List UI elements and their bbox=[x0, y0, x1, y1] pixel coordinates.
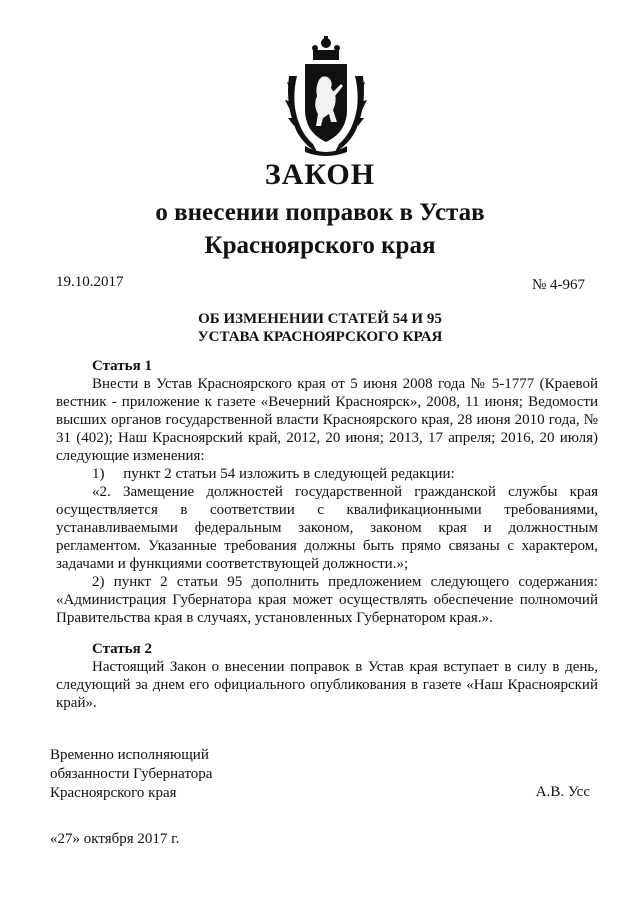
law-number: № 4-967 bbox=[531, 277, 585, 293]
signatory-title bbox=[50, 746, 212, 803]
article-2-text: Настоящий Закон о внесении поправок в Устав края вступает в силу в день, следующий за днем его официального опубликования в газете «Наш Красноярский край». bbox=[56, 659, 598, 711]
law-subject bbox=[0, 310, 640, 346]
article-2 bbox=[56, 640, 598, 712]
signatory-line-1: Временно исполняющий bbox=[50, 747, 209, 763]
article-2-title: Статья 2 bbox=[92, 641, 152, 657]
subtitle-line-1: о внесении поправок в Устав bbox=[155, 199, 485, 226]
article-1-intro: Внести в Устав Красноярского края от 5 июня 2008 года № 5-1777 (Краевой вестник - приложение к газете «Вечерний Красноярск», 2008, 11 июня; Ведомости высших органов государственной власти Красноярского края, 28 июня 2010 года, № 31 (402); Наш Красноярский край, 2012, 20 июня; 2013, 17 апреля; 2016, 20 июля) следующие изменения: bbox=[56, 376, 598, 464]
signatory-line-3: Красноярского края bbox=[50, 785, 177, 801]
article-1-title: Статья 1 bbox=[92, 358, 152, 374]
document-subtitle bbox=[0, 196, 640, 262]
subject-line-2: УСТАВА КРАСНОЯРСКОГО КРАЯ bbox=[197, 329, 443, 345]
subtitle-line-2: Красноярского края bbox=[204, 232, 436, 259]
subject-line-1: ОБ ИЗМЕНЕНИИ СТАТЕЙ 54 И 95 bbox=[198, 311, 442, 327]
law-date: 19.10.2017 bbox=[56, 274, 124, 290]
coat-of-arms-icon bbox=[283, 36, 369, 158]
article-1-item-1: 1) пункт 2 статьи 54 изложить в следующей редакции: bbox=[92, 466, 455, 482]
article-1-item-2: 2) пункт 2 статьи 95 дополнить предложением следующего содержания: «Администрация Губернатора края может осуществлять обеспечение полномочий Правительства края в случаях, установленных Губернатором края.». bbox=[56, 574, 598, 626]
signature-date: «27» октября 2017 г. bbox=[50, 831, 180, 847]
signer-name: А.В. Усс bbox=[535, 784, 590, 800]
signatory-line-2: обязанности Губернатора bbox=[50, 766, 213, 782]
article-1 bbox=[56, 357, 598, 627]
document-title: ЗАКОН bbox=[264, 158, 376, 191]
article-1-item-1-text: «2. Замещение должностей государственной гражданской службы края осуществляется в соответствии с квалификационными требованиями, устанавливаемыми федеральным законом, законом края и должностным регламентом. Указанные требования должны быть прямо связаны с характером, задачами и функциями соответствующей должности.»; bbox=[56, 484, 598, 572]
